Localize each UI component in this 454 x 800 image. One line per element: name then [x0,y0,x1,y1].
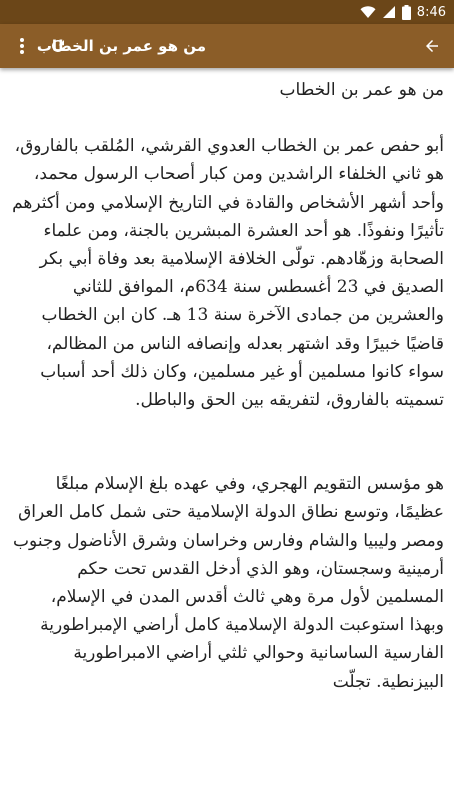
app-toolbar [0,24,454,68]
back-arrow-icon[interactable] [410,24,454,68]
article-content [0,68,454,800]
battery-icon [402,5,411,20]
status-bar [0,0,454,24]
toolbar-title: من هو عمر بن الخطاب [36,37,206,55]
article-paragraph-1: أبو حفص عمر بن الخطاب العدوي القرشي، المُلقب بالفاروق، هو ثاني الخلفاء الراشدين ومن كبار أصحاب الرسول محمد، وأحد أشهر الأشخاص والقادة في التاريخ الإسلامي ومن أكثرهم تأثيرًا ونفوذًا. هو أحد العشرة المبشرين بالجنة، ومن علماء الصحابة وزهّادهم. تولّى الخلافة الإسلامية بعد وفاة أبي بكر الصديق في 23 أغسطس سنة 634م، الموافق للثاني والعشرين من جمادى الآخرة سنة 13 هـ. كان ابن الخطاب قاضيًا خبيرًا وقد اشتهر بعدله وإنصافه الناس من المظالم، سواء كانوا مسلمين أو غير مسلمين، وكان ذلك أحد أسباب تسميته بالفاروق، لتفريقه بين الحق والباطل. [12,136,444,411]
status-time: 8:46 [416,4,446,20]
article-paragraph-2: هو مؤسس التقويم الهجري، وفي عهده بلغ الإسلام مبلغًا عظيمًا، وتوسع نطاق الدولة الإسلامية حتى شمل كامل العراق ومصر وليبيا والشام وفارس وخراسان وشرق الأناضول وجنوب أرمينية وسجستان، وهو الذي أدخل القدس تحت حكم المسلمين لأول مرة وهي ثالث أقدس المدن في الإسلام، وبهذا استوعبت الدولة الإسلامية كامل أراضي الإمبراطورية الفارسية الساسانية وحوالي ثلثي أراضي الامبراطورية البيزنطية. تجلّت [13,474,444,692]
wifi-icon [360,5,376,19]
signal-icon [382,5,396,19]
article-heading: من هو عمر بن الخطاب [279,80,444,100]
